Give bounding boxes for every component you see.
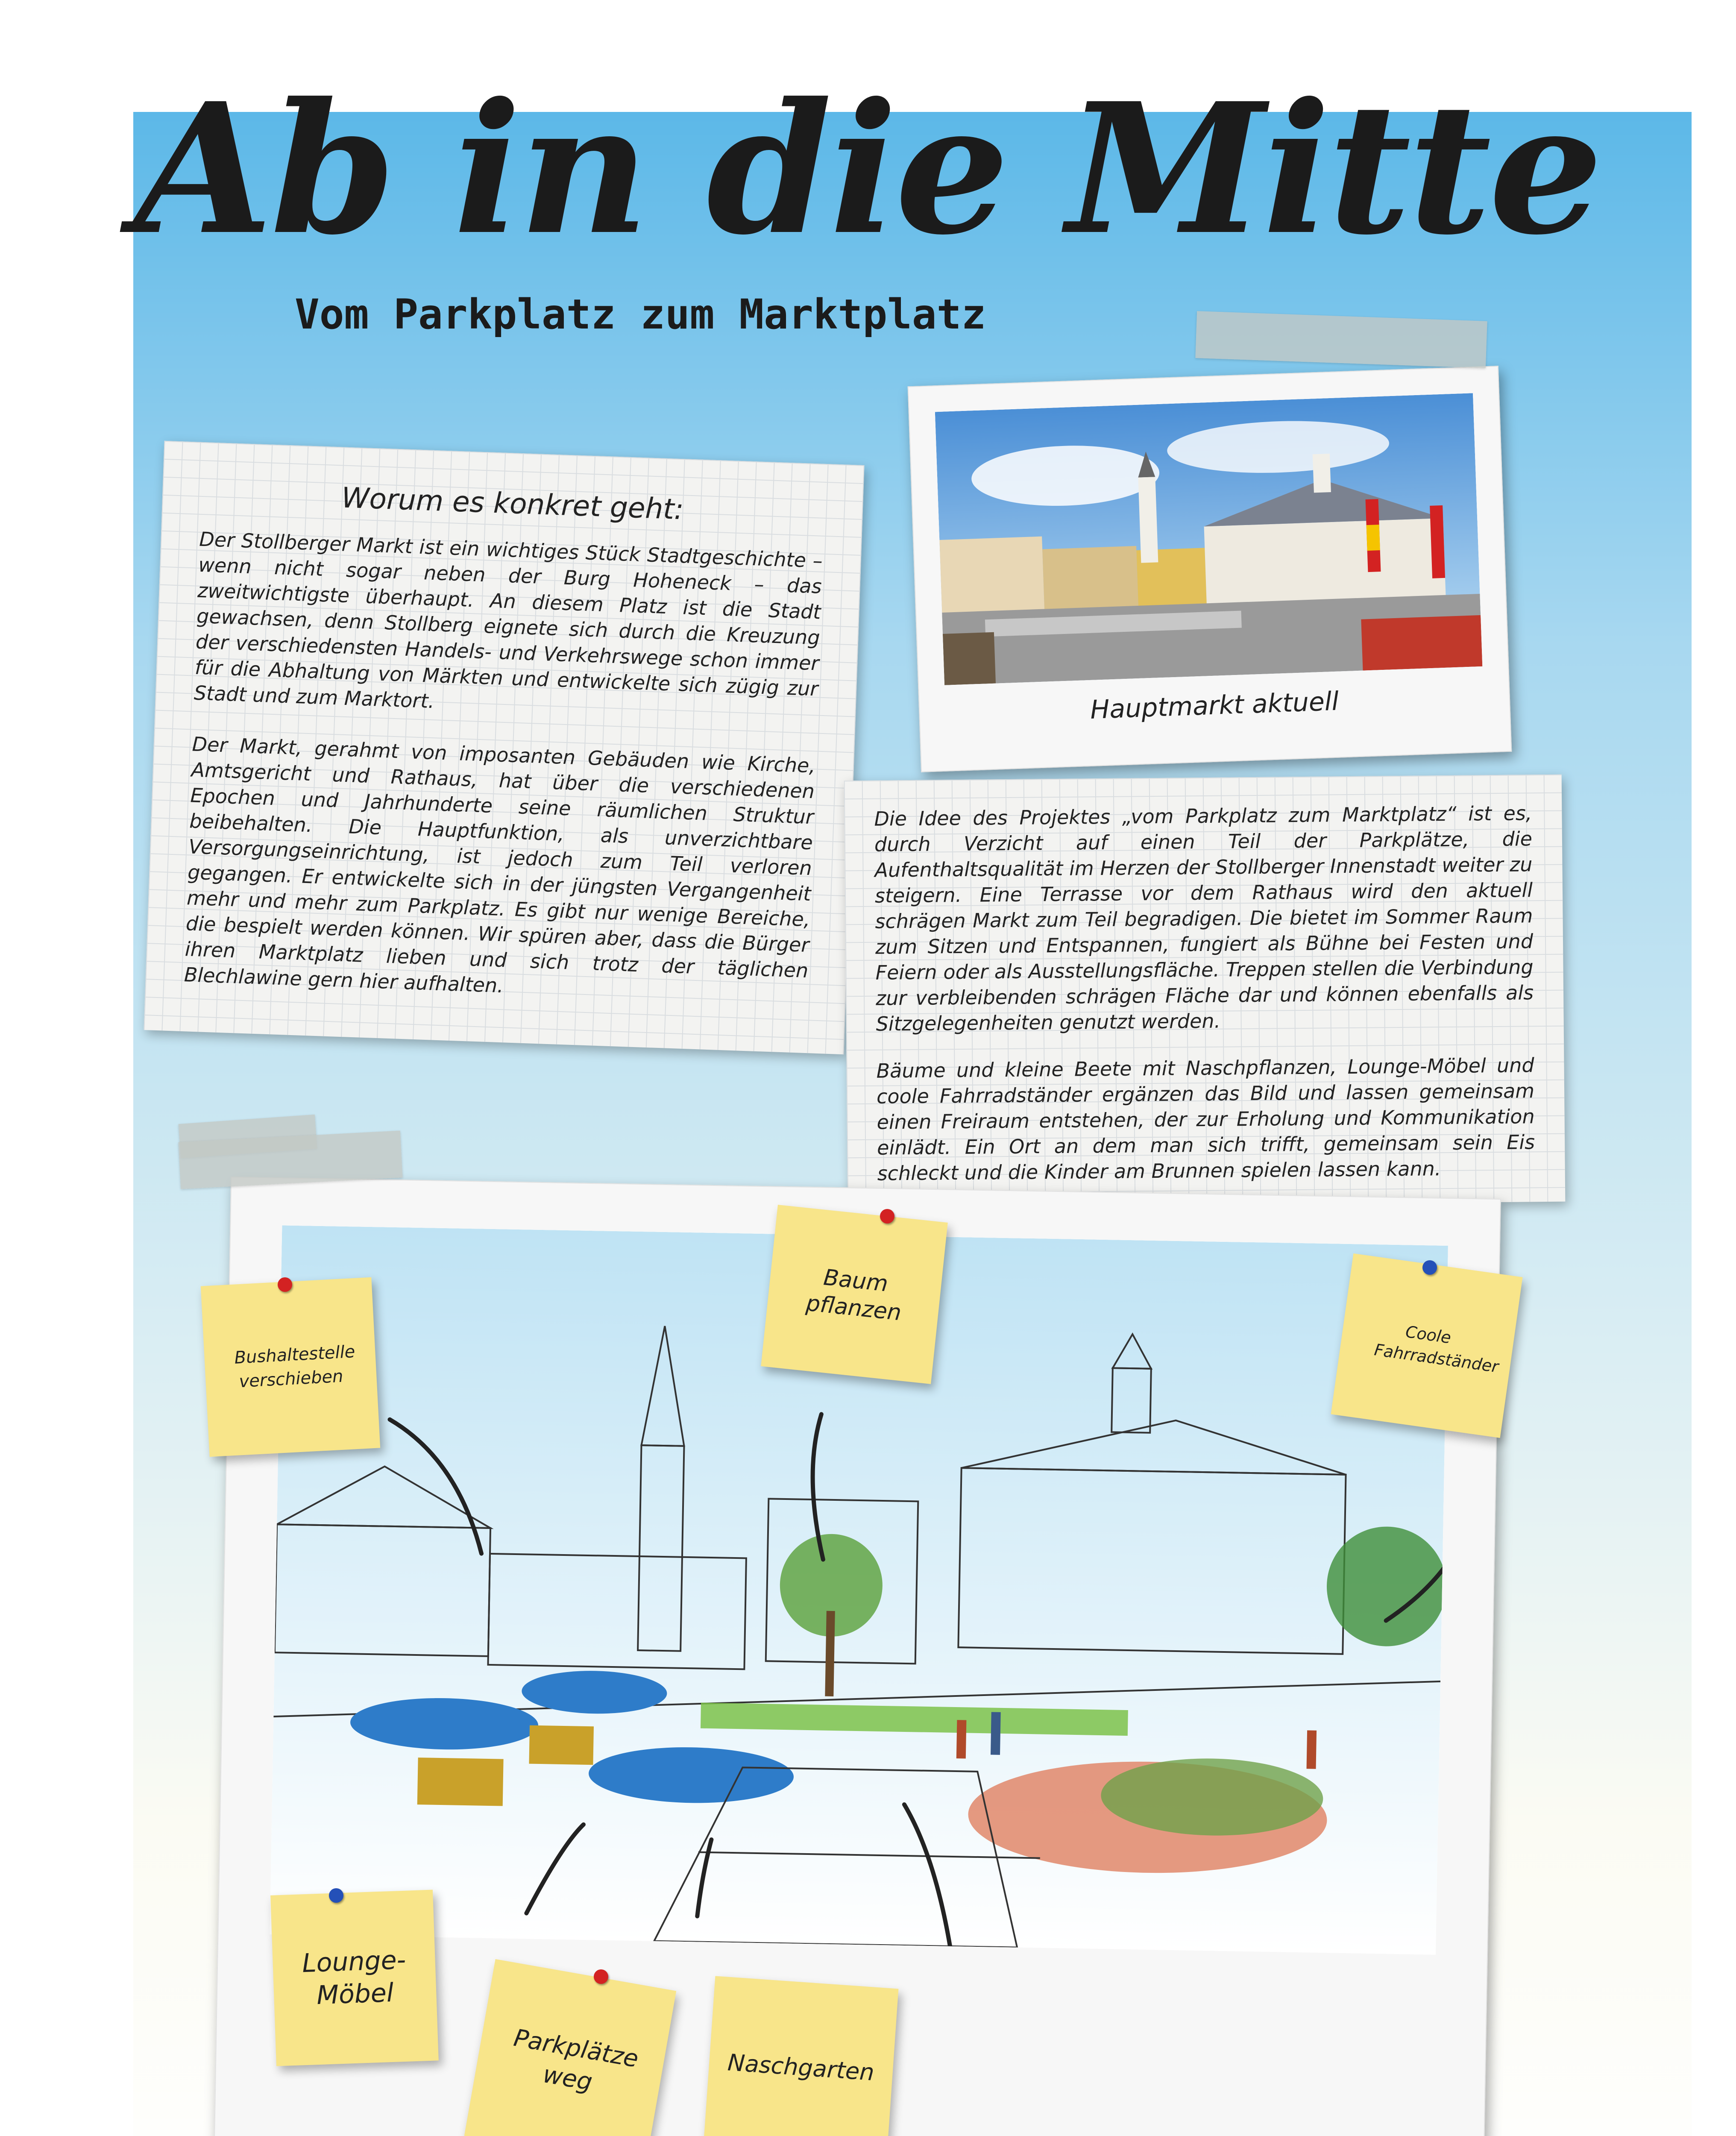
market-photo: [935, 393, 1483, 685]
sticky-parkplaetze: [464, 1959, 676, 2136]
left-note-paper: [144, 441, 864, 1054]
poster-title: Ab in die Mitte: [134, 64, 1601, 275]
right-note-paragraph-1: Die Idee des Projektes „vom Parkplatz zum Marktplatz“ ist es, durch Verzicht auf einen Teil der Parkplätze, die Aufenthaltsqualität im Herzen der Stollberger Innenstadt weiter zu steigern. Eine Terrasse vor dem Rathaus wird den aktuell schrägen Markt zum Teil begradigen. Die bietet im Sommer Raum zum Sitzen und Entspannen, fungiert als Bühne bei Festen und Feiern oder als Ausstellungsfläche. Treppen stellen die Verbindung zur verbleibenden schrägen Fläche dar und können ebenfalls als Sitzgelegenheiten genutzt werden.: [874, 801, 1534, 1036]
sticky-fahrrad: [1331, 1253, 1523, 1438]
left-note-paragraph-2: Der Markt, gerahmt von imposanten Gebäuden wie Kirche, Amtsgericht und Rathaus, hat über die verschiedenen Epochen und Jahrhunderte seine räumlichen Struktur beibehalten. Die Hauptfunktion, als unverzichtbare Versorgungseinrichtung, ist jedoch zum Teil verloren gegangen. Er entwickelte sich in der jüngsten Vergangenheit mehr und mehr zum Parkplatz. Es gibt nur wenige Bereiche, die bespielt werden können. Wir spüren aber, dass die Bürger ihren Marktplatz lieben und sich trotz der täglichen Blechlawine gern hier aufhalten.: [184, 732, 816, 998]
pin-lounge: [329, 1888, 343, 1903]
left-note-paragraph-1: Der Stollberger Markt ist ein wichtiges Stück Stadtgeschichte – wenn nicht sogar neben der Burg Hoheneck – das zweitwichtigste überhaupt. An diesem Platz ist die Stadt gewachsen, denn Stollberg eignete sich durch die Kreuzung der verschiedensten Handels- und Verkehrswege schon immer für die Abhaltung von Märkten und entwickelte sich zügig zur Stadt und zum Marktort.: [194, 527, 823, 713]
sticky-naschgarten: [704, 1976, 899, 2136]
sticky-lounge: [270, 1890, 439, 2066]
market-photo-polaroid: [908, 366, 1512, 772]
left-note-heading: Worum es konkret geht:: [341, 481, 684, 526]
pin-bushaltestelle: [278, 1277, 292, 1292]
sticky-baum: [761, 1205, 948, 1384]
market-photo-caption: Hauptmarkt aktuell: [1090, 686, 1340, 725]
poster-subtitle: Vom Parkplatz zum Marktplatz: [295, 290, 986, 338]
pin-parkplaetze: [594, 1969, 608, 1984]
sticky-parkplaetze-label: Parkplätze weg: [511, 2024, 641, 2097]
market-photo-illustration: [935, 393, 1483, 685]
sticky-fahrrad-label: Coole Fahrradständer: [1373, 1322, 1500, 1376]
right-note-paper: [844, 775, 1566, 1208]
sticky-bushaltestelle: [201, 1277, 380, 1457]
sticky-baum-label: Baum pflanzen: [805, 1265, 903, 1326]
sticky-lounge-label: Lounge-Möbel: [302, 1945, 407, 2011]
pin-baum: [880, 1209, 894, 1224]
sticky-bushaltestelle-label: Bushaltestelle verschieben: [234, 1342, 356, 1392]
pin-fahrrad: [1422, 1260, 1437, 1275]
sticky-naschgarten-label: Naschgarten: [727, 2049, 875, 2086]
right-note-paragraph-2: Bäume und kleine Beete mit Naschpflanzen, Lounge-Möbel und coole Fahrradständer ergänzen das Bild und lassen gemeinsam einen Freiraum entstehen, der zur Erholung und Kommunikation einlädt. Ein Ort an dem man sich trifft, gemeinsam sein Eis schleckt und die Kinder am Brunnen spielen lassen kann.: [876, 1053, 1535, 1185]
